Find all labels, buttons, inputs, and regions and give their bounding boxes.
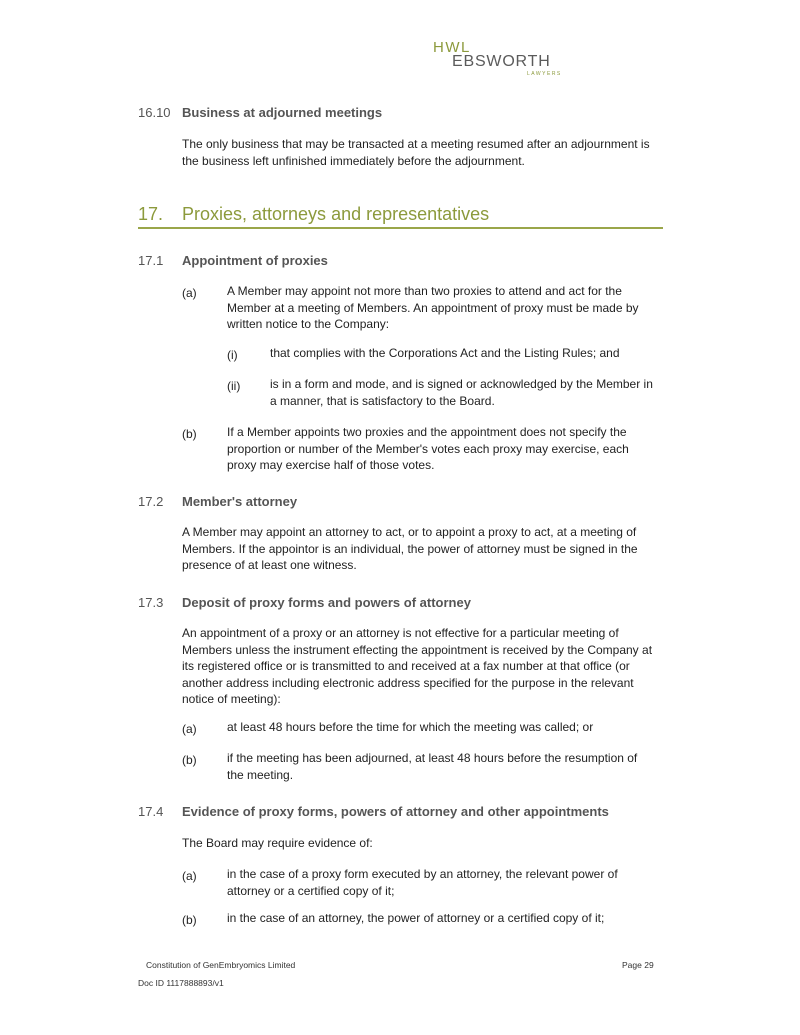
logo-hwl-text: HWL (433, 39, 471, 56)
logo-lawyers-text: LAWYERS (527, 71, 562, 77)
list-item-text: If a Member appoints two proxies and the appointment does not specify the proportion or number of the Member's votes each proxy may exercise, each proxy may exercise half of those votes. (227, 425, 629, 472)
section-number: 17.4 (138, 804, 164, 819)
heading-rule (138, 227, 663, 229)
section-number: 16.10 (138, 105, 171, 120)
footer-doc-id: Doc ID 1117888893/v1 (138, 978, 224, 988)
chapter-heading: Proxies, attorneys and representatives (182, 204, 490, 224)
paragraph: The only business that may be transacted at a meeting resumed after an adjournment is the business left unfinished immediately before the adjournment. (182, 137, 650, 168)
logo-ebsworth-text: EBSWORTH (452, 53, 551, 70)
list-item-text: is in a form and mode, and is signed or acknowledged by the Member in a manner, that is satisfactory to the Board. (270, 377, 653, 408)
chapter-number: 17. (138, 204, 164, 224)
firm-logo (432, 38, 562, 82)
section-heading: Appointment of proxies (182, 253, 328, 268)
footer-doc-title: Constitution of GenEmbryomics Limited (146, 960, 296, 970)
paragraph: A Member may appoint an attorney to act, or to appoint a proxy to act, at a meeting of Members. If the appointor is an individual, the power of attorney must be signed in the presence of at least one witness. (182, 525, 638, 572)
section-number: 17.2 (138, 494, 164, 509)
list-label: (i) (227, 348, 238, 362)
footer-page-number: Page 29 (622, 960, 654, 970)
paragraph: The Board may require evidence of: (182, 836, 373, 850)
list-label: (b) (182, 427, 197, 441)
section-heading: Deposit of proxy forms and powers of attorney (182, 595, 471, 610)
list-item-text: in the case of an attorney, the power of attorney or a certified copy of it; (227, 911, 605, 925)
list-label: (b) (182, 753, 197, 767)
list-label: (a) (182, 869, 197, 883)
list-label: (a) (182, 286, 197, 300)
list-item-text: in the case of a proxy form executed by an attorney, the relevant power of attorney or a certified copy of it; (227, 867, 618, 898)
list-label: (a) (182, 722, 197, 736)
list-label: (ii) (227, 379, 241, 393)
list-item-text: that complies with the Corporations Act and the Listing Rules; and (270, 346, 620, 360)
list-item-text: if the meeting has been adjourned, at least 48 hours before the resumption of the meeting. (227, 751, 638, 782)
section-heading: Member's attorney (182, 494, 298, 509)
list-label: (b) (182, 913, 197, 927)
section-heading: Business at adjourned meetings (182, 105, 383, 120)
paragraph: An appointment of a proxy or an attorney is not effective for a particular meeting of Members unless the instrument effecting the appointment is received by the Company at its registered office or is transmitted to and received at a fax number at that office (or another address including electronic address specified for the purpose in the relevant notice of meeting): (182, 626, 653, 706)
section-heading: Evidence of proxy forms, powers of attorney and other appointments (182, 804, 609, 819)
section-number: 17.3 (138, 595, 164, 610)
list-item-text: at least 48 hours before the time for which the meeting was called; or (227, 720, 594, 734)
section-number: 17.1 (138, 253, 164, 268)
list-item-text: A Member may appoint not more than two proxies to attend and act for the Member at a meeting of Members. An appointment of proxy must be made by written notice to the Company: (227, 284, 639, 331)
